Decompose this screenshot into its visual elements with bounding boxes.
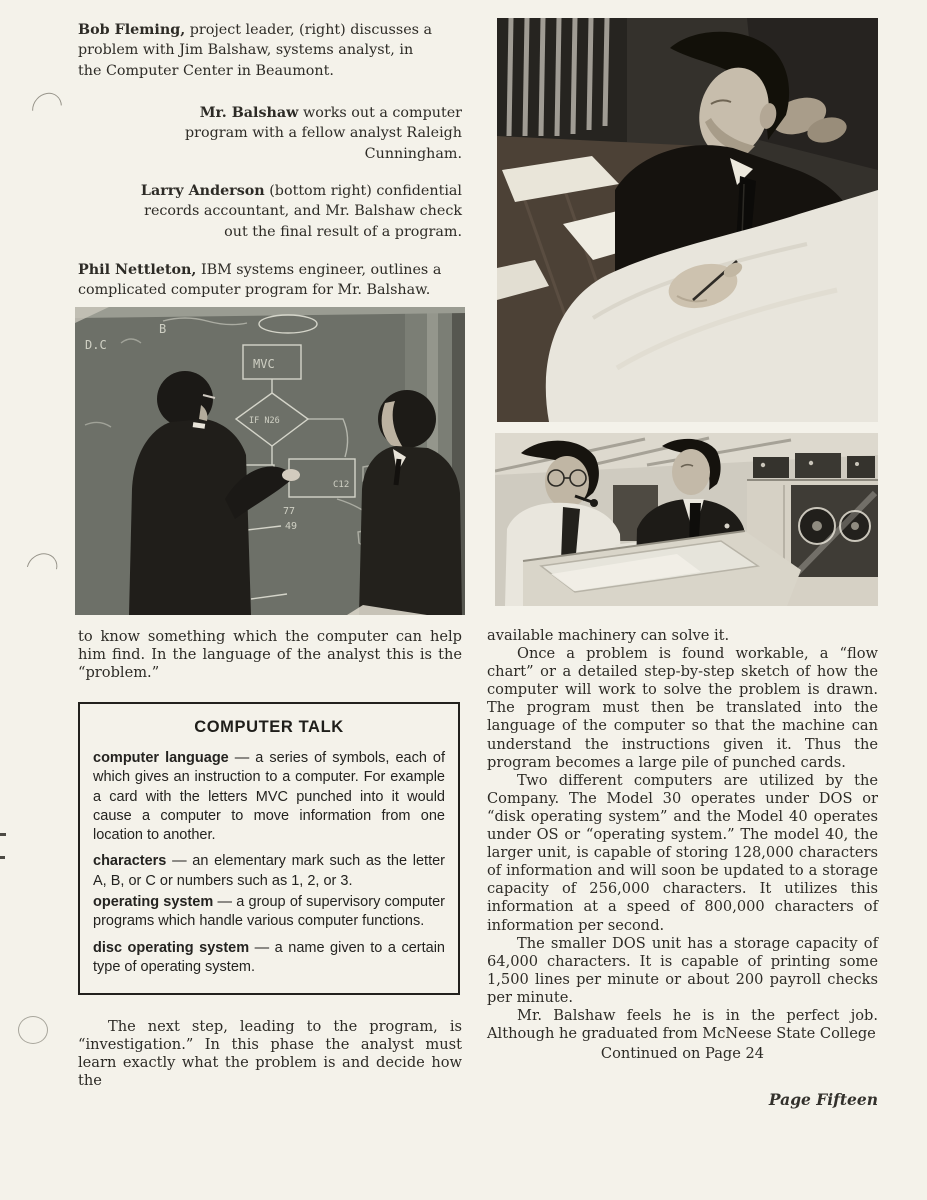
caption-phil-nettleton (78, 260, 456, 301)
page-number: Page Fifteen (768, 1090, 878, 1109)
scan-artifact (0, 833, 6, 836)
definition-term: disc operating system (93, 939, 250, 956)
caption-text: works out a computer program with a fellow analyst Raleigh Cunningham. (185, 105, 462, 162)
left-column-paragraph-2 (78, 1018, 462, 1090)
caption-lead-name: Phil Nettleton, (78, 262, 197, 278)
svg-text:IF N26: IF N26 (249, 416, 280, 426)
caption-lead-name: Larry Anderson (140, 183, 265, 199)
caption-mr-balshaw (140, 103, 462, 164)
svg-text:D.C: D.C (85, 338, 107, 352)
svg-text:MVC: MVC (253, 357, 275, 371)
definition-text: — a series of symbols, each of which gives an instruction to a computer. For example a card with the letters MVC punched into it would cause a computer to move information from one location to another. (93, 750, 446, 844)
definition-term: operating system (93, 893, 214, 910)
scan-artifact (0, 856, 5, 859)
svg-text:B: B (159, 322, 167, 336)
definition-text: — an elementary mark such as the letter A, B, or C or numbers such as 1, 2, or 3. (93, 853, 445, 889)
punch-hole-bottom (18, 1016, 48, 1044)
punch-hole-top (26, 87, 68, 130)
svg-text:77: 77 (283, 506, 296, 517)
definition-disc-operating-system (93, 939, 445, 978)
caption-text: IBM systems engineer, outlines a complicated computer program for Mr. Balshaw. (78, 262, 442, 299)
caption-text: (bottom right) confidential records accountant, and Mr. Balshaw check out the final result of a program. (144, 183, 462, 240)
paragraph: Two different computers are utilized by the Company. The Model 30 operates under DOS or “disk operating system” and the Model 40 operates under OS or “operating system.” The model 40, the larger unit, is capable of storing 128,000 characters of information and will soon be updated to a storage capacity of 256,000 characters. It utilizes this information at a speed of 800,000 characters of information per second. (487, 771, 878, 934)
definition-characters (93, 852, 445, 891)
svg-text:49: 49 (285, 521, 298, 532)
continued-on-page-note: Continued on Page 24 (600, 1045, 765, 1063)
svg-text:C12: C12 (333, 480, 350, 490)
computer-room-photo (495, 433, 878, 606)
definition-term: characters (93, 853, 167, 870)
blackboard-flowchart-photo (75, 307, 465, 615)
definition-text: — a group of supervisory computer programs which handle various computer functions. (93, 893, 445, 930)
left-column-paragraph-1 (78, 628, 462, 682)
right-column (487, 627, 878, 1062)
definition-operating-system (93, 893, 445, 932)
computer-talk-box (78, 702, 460, 995)
definition-computer-language (93, 749, 445, 845)
caption-text: project leader, (right) discusses a problem with Jim Balshaw, systems analyst, in the Computer Center in Beaumont. (78, 22, 433, 79)
caption-lead-name: Mr. Balshaw (199, 105, 299, 121)
paragraph: available machinery can solve it. (487, 627, 730, 644)
caption-larry-anderson (140, 181, 462, 242)
definition-term: computer language (93, 750, 229, 766)
caption-bob-fleming (78, 20, 440, 81)
definition-text: — a name given to a certain type of operating system. (93, 939, 445, 975)
computer-talk-title: COMPUTER TALK (194, 718, 344, 736)
paragraph: The next step, leading to the program, is “investigation.” In this phase the analyst must learn exactly what the problem is and decide how the (78, 1018, 462, 1090)
paragraph: Once a problem is found workable, a “flow chart” or a detailed step-by-step sketch of how the computer will work to solve the problem is drawn. The program must then be translated into the language of the computer so that the machine can understand the instructions given it. Thus the program becomes a large pile of punched cards. (487, 645, 878, 771)
punch-hole-middle (21, 547, 63, 588)
caption-lead-name: Bob Fleming, (78, 22, 186, 38)
paragraph: Mr. Balshaw feels he is in the perfect job. Although he graduated from McNeese State College (487, 1006, 878, 1043)
writing-closeup-photo (497, 18, 878, 422)
paragraph: The smaller DOS unit has a storage capacity of 64,000 characters. It is capable of printing some 1,500 lines per minute or about 200 payroll checks per minute. (487, 934, 878, 1006)
paragraph: to know something which the computer can help him find. In the language of the analyst this is the “problem.” (78, 628, 462, 682)
